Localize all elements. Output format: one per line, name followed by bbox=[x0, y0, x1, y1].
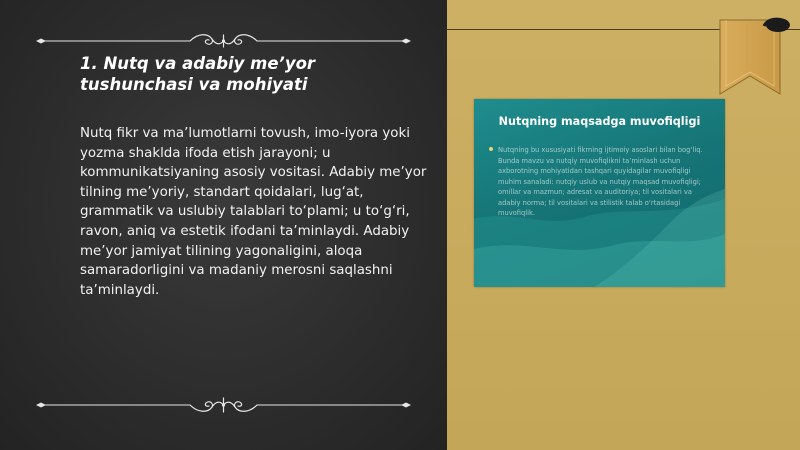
card-body bbox=[489, 145, 713, 219]
card-body-text: Nutqning bu xususiyati fikrning ijtimoiy asoslari bilan bog‘liq. Bunda mavzu va nutqiy muvofiqlikni ta’minlash uchun axborotning mohiyatidan tashqari quyidagilar muvofiqligi muhim sanaladi: nutqiy uslub va nutqiy maqsad muvofiqligi; omillar va mazmun; adresat va auditoriya; til vositalari va adabiy norma; til vositalari va stilistik talab o‘rtasidagi muvofiqlik. bbox=[498, 146, 703, 217]
info-card bbox=[474, 99, 725, 287]
bottom-ornament-divider bbox=[0, 395, 447, 415]
slide-body-text: Nutq fikr va ma’lumotlarni tovush, imo-iyora yoki yozma shaklda ifoda etish jarayoni; u kommunikatsiyaning asosiy vositasi. Adabiy me’yor tilning me’yoriy, standart qoidalari, lug‘at, grammatik va uslubiy talablari to‘plami; u to‘g‘ri, ravon, aniq va estetik ifodani ta’minlaydi. Adabiy me’yor jamiyat tilining yagonaligini, aloqa samaradorligini va madaniy merosni saqlashni ta’minlaydi. bbox=[80, 126, 427, 298]
slide-title: 1. Nutq va adabiy me’yor tushunchasi va mohiyati bbox=[80, 54, 316, 94]
top-ornament-divider bbox=[0, 31, 447, 51]
bullet-icon bbox=[489, 147, 493, 151]
card-title: Nutqning maqsadga muvofiqligi bbox=[498, 115, 701, 128]
bookmark-ribbon-icon bbox=[714, 14, 794, 104]
